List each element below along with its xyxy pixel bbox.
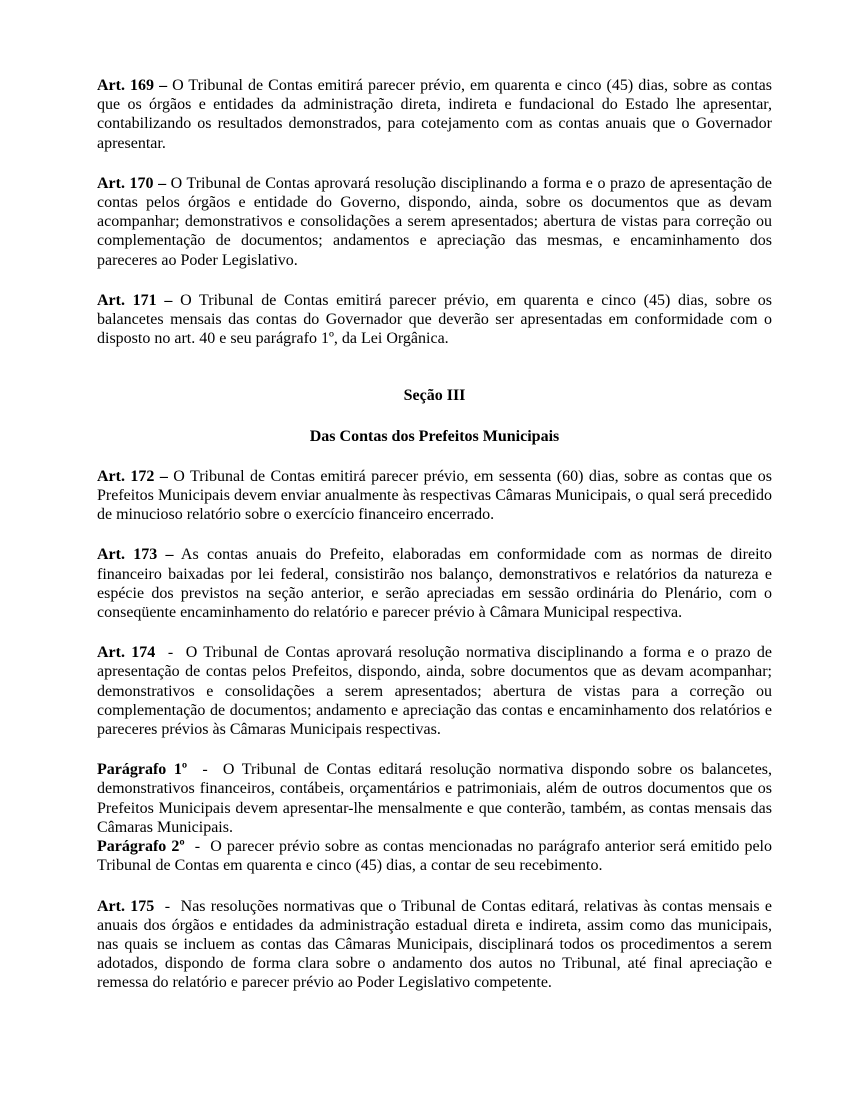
article-174-separator: - bbox=[155, 644, 186, 662]
paragraph-2-separator: - bbox=[184, 838, 211, 856]
paragraph-1-clause bbox=[97, 760, 772, 837]
article-172-paragraph bbox=[97, 467, 772, 525]
article-173-paragraph bbox=[97, 545, 772, 622]
article-173-body: As contas anuais do Prefeito, elaboradas em conformidade com as normas de direito financeiro baixadas por lei federal, consistirão nos balanço, demonstrativos e relatórios da natureza e espécie dos previstos na seção anterior, e serão apreciadas em sessão ordinária do Plenário, com o conseqüente encaminhamento do relatório e parecer prévio à Câmara Municipal respectiva. bbox=[97, 546, 772, 622]
article-175-separator: - bbox=[154, 897, 181, 915]
article-173-separator bbox=[174, 546, 181, 563]
article-171-label: Art. 171 – bbox=[97, 291, 173, 309]
article-171-separator bbox=[172, 292, 180, 309]
paragraph-2-label: Parágrafo 2º bbox=[97, 838, 185, 856]
article-170-paragraph bbox=[97, 174, 772, 270]
article-175-body: Nas resoluções normativas que o Tribunal de Contas editará, relativas às contas mensais e anuais dos órgãos e entidades da administração estadual direta e indireta, assim como das municipais, nas quais se incluem as contas das Câmaras Municipais, disciplinará todos os procedimentos a serem adotados, dispondo de forma clara sobre o andamento dos autos no Tribunal, até final apreciação e remessa do relatório e parecer prévio ao Poder Legislativo competente. bbox=[97, 897, 773, 992]
article-174-body: O Tribunal de Contas aprovará resolução normativa disciplinando a forma e o prazo de apresentação de contas pelos Prefeitos, dispondo, ainda, sobre documentos que as devam acompanhar; demonstrativos e consolidações a serem apresentados; abertura de vistas para a correção ou complementação de documentos; andamento e apreciação das contas e encaminhamento dos relatórios e pareceres prévios às Câmaras Municipais respectivas. bbox=[97, 644, 773, 739]
article-174-paragraph bbox=[97, 643, 772, 739]
paragraph-1-separator: - bbox=[187, 761, 223, 779]
article-169-body: O Tribunal de Contas emitirá parecer prévio, em quarenta e cinco (45) dias, sobre as contas que os órgãos e entidades da administração direta, indireta e fundacional do Estado lhe apresentar, contabilizando os resultados demonstrados, para cotejamento com as contas anuais que o Governador apresentar. bbox=[97, 77, 773, 152]
article-170-label: Art. 170 – bbox=[97, 174, 167, 192]
article-169-label: Art. 169 – bbox=[97, 77, 168, 94]
section-title: Seção III bbox=[403, 387, 466, 405]
article-171-body: O Tribunal de Contas emitirá parecer prévio, em quarenta e cinco (45) dias, sobre os balancetes mensais das contas do Governador que deverão ser apresentadas em conformidade com o disposto no art. 40 e seu parágrafo 1º, da Lei Orgânica. bbox=[97, 291, 773, 348]
article-169-paragraph bbox=[97, 76, 772, 153]
section-subtitle: Das Contas dos Prefeitos Municipais bbox=[309, 427, 560, 445]
article-172-body: O Tribunal de Contas emitirá parecer prévio, em sessenta (60) dias, sobre as contas que os Prefeitos Municipais devem enviar anualmente às respectivas Câmaras Municipais, o qual será precedido de minucioso relatório sobre o exercício financeiro encerrado. bbox=[97, 467, 773, 524]
paragraph-2-clause bbox=[97, 837, 772, 875]
article-175-paragraph bbox=[97, 897, 772, 993]
article-173-label: Art. 173 – bbox=[97, 546, 174, 564]
article-170-body: O Tribunal de Contas aprovará resolução disciplinando a forma e o prazo de apresentação de contas pelos órgãos e entidade do Governo, dispondo, ainda, sobre os documentos que as devam acompanhar; demonstrativos e consolidações a serem apresentados; abertura de vistas para correção ou complementação de documentos; andamentos e apreciação das mesmas, e encaminhamento dos pareceres ao Poder Legislativo. bbox=[97, 174, 773, 269]
article-171-paragraph bbox=[97, 291, 772, 349]
article-172-label: Art. 172 – bbox=[97, 467, 168, 485]
paragraph-1-label: Parágrafo 1º bbox=[97, 761, 188, 779]
paragraph-1-body: O Tribunal de Contas editará resolução normativa dispondo sobre os balancetes, demonstrativos financeiros, contábeis, orçamentários e patrimoniais, além de outros documentos que os Prefeitos Municipais devem apresentar-lhe mensalmente e que conterão, também, as contas mensais das Câmaras Municipais. bbox=[97, 761, 773, 836]
article-174-label: Art. 174 bbox=[97, 644, 156, 662]
paragraph-2-body: O parecer prévio sobre as contas mencionadas no parágrafo anterior será emitido pelo Tribunal de Contas em quarenta e cinco (45) dias, a contar de seu recebimento. bbox=[97, 838, 773, 875]
article-175-label: Art. 175 bbox=[97, 897, 155, 915]
